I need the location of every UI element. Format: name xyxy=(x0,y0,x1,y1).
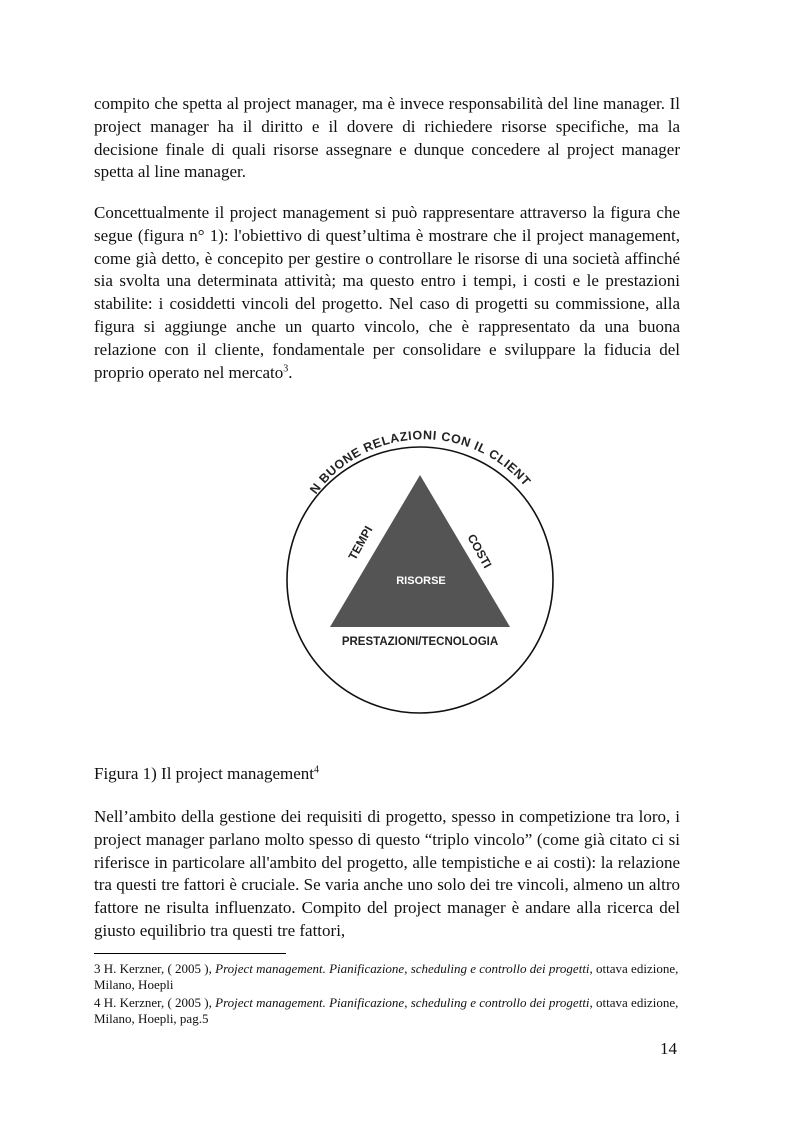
caption-text: Figura 1) Il project management xyxy=(94,764,314,783)
footnote-ref: 3 xyxy=(283,362,289,374)
right-label: COSTI xyxy=(464,531,495,571)
paragraph-text: compito che spetta al project manager, ma è invece responsabilità del line manager. Il project manager ha il diritto e il dovere di richiedere risorse specifiche, ma la decisione finale di quali risorse assegnare e dunque concedere al project manager spetta al line manager. xyxy=(94,94,680,182)
paragraph xyxy=(94,93,680,184)
footnote-publisher: , ottava edizione, Milano, Hoepli, pag.5 xyxy=(94,995,679,1026)
footnote-separator xyxy=(94,953,286,954)
paragraph-text: Nell’ambito della gestione dei requisiti di progetto, spesso in competizione tra loro, i project manager parlano molto spesso di questo “triplo vincolo” (come già citato ci si riferisce in particolare all'ambito del progetto, alle tempistiche e ai costi): la relazione tra questi tre fattori è cruciale. Se varia anche uno solo dei tre vincoli, almeno un altro fattore ne risulta influenzato. Compito del project manager è andare alla ricerca del giusto equilibrio tra questi tre fattori, xyxy=(94,807,680,940)
page-number: 14 xyxy=(660,1039,677,1058)
footnote xyxy=(94,961,684,993)
project-management-figure xyxy=(230,430,570,730)
left-label: TEMPI xyxy=(345,523,376,563)
footnote-author: H. Kerzner, ( 2005 ), xyxy=(100,995,216,1010)
footnote-title: Project management. Pianificazione, scheduling e controllo dei progetti xyxy=(215,961,590,976)
footnote-author: H. Kerzner, ( 2005 ), xyxy=(100,961,216,976)
paragraph xyxy=(94,202,680,384)
footnote-ref: 4 xyxy=(313,764,319,776)
paragraph-text: Concettualmente il project management si può rappresentare attraverso la figura che segue (figura n° 1): l'obiettivo di quest’ultima è mostrare che il project management, come già detto, è concepito per gestire o controllare le risorse di una società affinché sia svolta una determinata attività; ma questo entro i tempi, i costi e le prestazioni stabilite: i cosiddetti vincoli del progetto. Nel caso di progetti su commissione, alla figura si aggiunge anche un quarto vincolo, che è rappresentato da una buona relazione con il cliente, fondamentale per consolidare e sviluppare la fiducia del proprio operato nel mercato xyxy=(94,203,680,382)
center-label: RISORSE xyxy=(396,575,446,587)
footnote xyxy=(94,995,684,1027)
footnote-publisher: , ottava edizione, Milano, Hoepli xyxy=(94,961,679,992)
bottom-label: PRESTAZIONI/TECNOLOGIA xyxy=(341,636,499,648)
footnote-title: Project management. Pianificazione, scheduling e controllo dei progetti xyxy=(215,995,590,1010)
footnote-number: 4 xyxy=(94,995,101,1010)
circle-label: N BUONE RELAZIONI CON IL CLIENT xyxy=(307,430,534,497)
figure-caption xyxy=(94,764,319,784)
paragraph-tail: . xyxy=(288,362,293,382)
figure-diagram xyxy=(230,430,570,730)
paragraph xyxy=(94,806,680,943)
footnote-number: 3 xyxy=(94,961,101,976)
